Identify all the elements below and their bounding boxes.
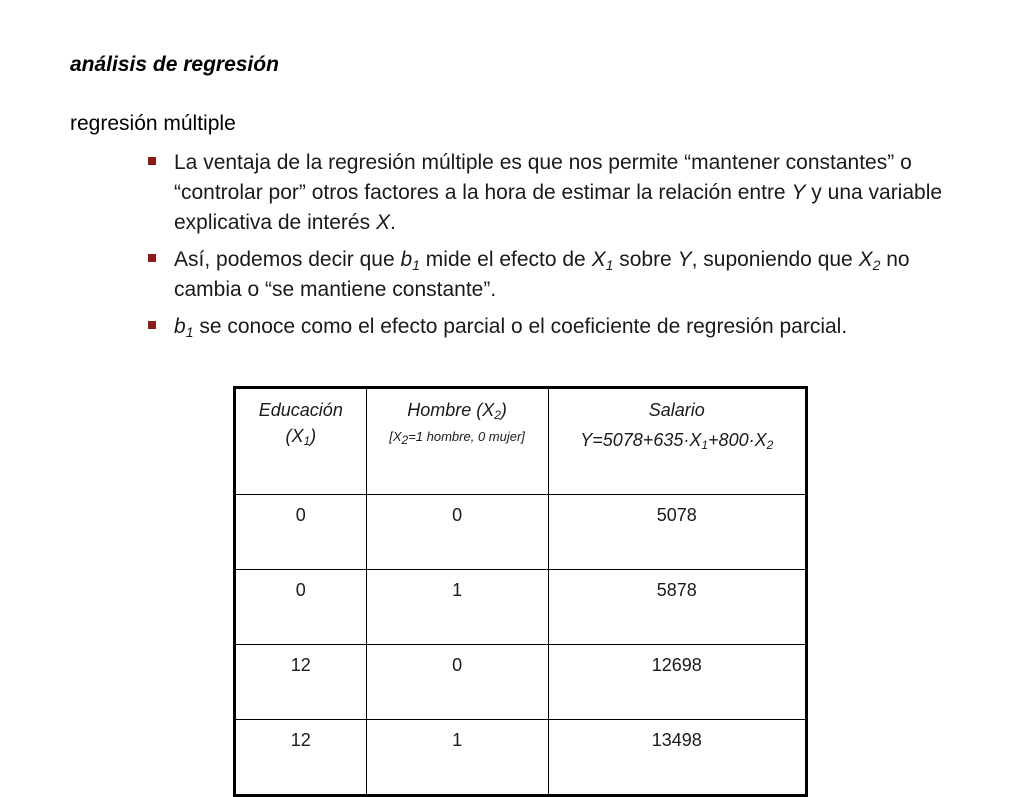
formula-sub-1: 1 [701, 438, 709, 452]
header-educacion-close: ) [310, 426, 317, 446]
header-educacion-var: (X [285, 426, 304, 446]
cell-hombre: 0 [366, 495, 548, 570]
subscript: 2 [872, 257, 881, 273]
subscript: 1 [412, 257, 420, 273]
bullet-item [148, 245, 948, 305]
subscript: 1 [185, 324, 194, 340]
header-hombre-sub: 2 [494, 408, 501, 422]
cell-hombre: 0 [366, 645, 548, 720]
text-run: mide el efecto de [419, 248, 592, 271]
subscript: 1 [605, 257, 614, 273]
cell-salario: 13498 [548, 720, 806, 796]
table-row [235, 495, 807, 570]
bullet-text [174, 248, 910, 301]
bullet-item [148, 148, 948, 238]
bullet-text [174, 151, 942, 234]
formula-sub-2: 2 [766, 438, 774, 452]
note-pre: [X [389, 429, 402, 444]
text-run: . [389, 211, 396, 234]
cell-hombre: 1 [366, 570, 548, 645]
table-header-row [235, 388, 807, 495]
header-educacion [235, 388, 367, 495]
cell-salario: 5878 [548, 570, 806, 645]
text-run: y una variable explicativa de interés [174, 181, 943, 234]
square-bullet-icon [148, 254, 156, 262]
square-bullet-icon [148, 321, 156, 329]
formula-part-2: +800·X [708, 430, 767, 450]
cell-salario: 5078 [548, 495, 806, 570]
italic-term: X [858, 248, 873, 271]
square-bullet-icon [148, 157, 156, 165]
text-run: , suponiendo que [691, 248, 859, 271]
cell-educacion: 0 [235, 570, 367, 645]
italic-term: Y [791, 181, 806, 204]
cell-salario: 12698 [548, 645, 806, 720]
cell-educacion: 12 [235, 645, 367, 720]
header-hombre-close: ) [500, 400, 507, 420]
bullet-list [148, 148, 948, 349]
cell-hombre: 1 [366, 720, 548, 796]
header-hombre-label: Hombre (X [407, 400, 495, 420]
header-educacion-sub: 1 [303, 434, 311, 448]
note-post: =1 hombre, 0 mujer] [408, 429, 525, 444]
header-hombre-note [367, 427, 548, 447]
formula-part-1: Y=5078+635·X [580, 430, 702, 450]
italic-term: X [375, 211, 390, 234]
text-run: no cambia o “se mantiene constante”. [174, 248, 910, 301]
bullet-item [148, 312, 948, 342]
bullet-text [174, 315, 847, 338]
cell-educacion: 12 [235, 720, 367, 796]
regression-formula [549, 427, 805, 453]
cell-educacion: 0 [235, 495, 367, 570]
italic-term: X [591, 248, 606, 271]
regression-table [233, 386, 808, 797]
slide-subtitle: regresión múltiple [70, 112, 236, 135]
table-row [235, 570, 807, 645]
table-row [235, 720, 807, 796]
italic-term: b [400, 248, 413, 271]
text-run: La ventaja de la regresión múltiple es que nos permite “mantener constantes” o “controlar por” otros factores a la hora de estimar la relación entre [174, 151, 912, 204]
header-salario [548, 388, 806, 495]
text-run: Así, podemos decir que [174, 248, 401, 271]
header-hombre [366, 388, 548, 495]
text-run: se conoce como el efecto parcial o el coeficiente de regresión parcial. [193, 315, 848, 338]
header-educacion-label: Educación [258, 400, 343, 420]
italic-term: b [174, 315, 186, 338]
note-sub: 2 [401, 433, 409, 447]
slide-title: análisis de regresión [70, 53, 279, 76]
header-salario-label: Salario [648, 400, 705, 420]
text-run: sobre [613, 248, 678, 271]
italic-term: Y [677, 248, 692, 271]
table-row [235, 645, 807, 720]
